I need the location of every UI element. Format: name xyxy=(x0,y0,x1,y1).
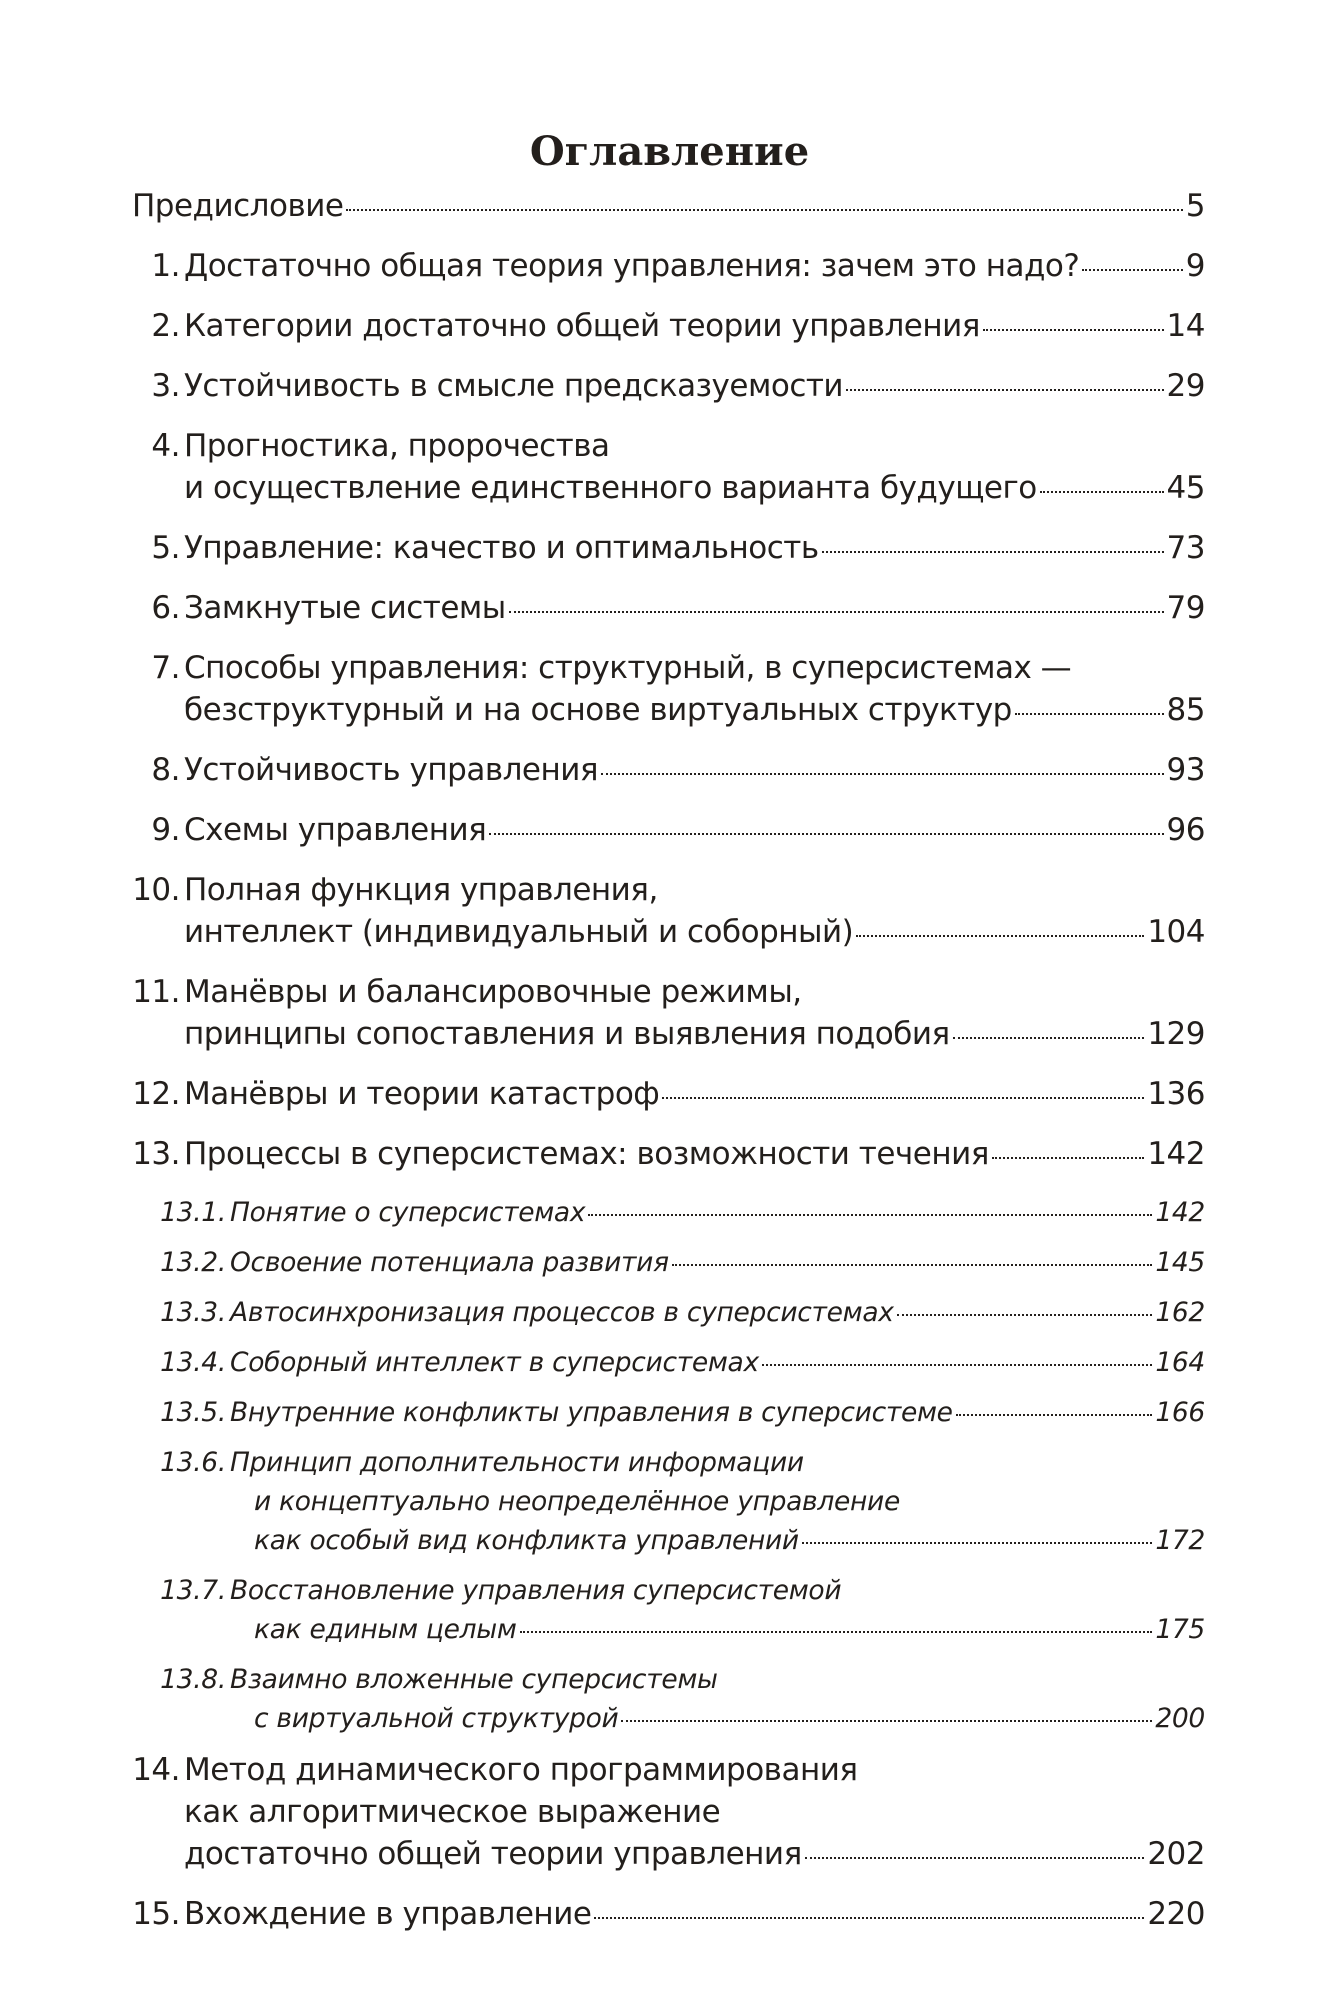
toc-entry-label: Предисловие xyxy=(132,188,344,224)
toc-entry[interactable] xyxy=(132,425,1205,527)
dot-leader xyxy=(762,1364,1152,1366)
toc-entry[interactable] xyxy=(132,305,1205,365)
toc-entry-number: 13.2. xyxy=(160,1247,226,1278)
toc-page-number: 29 xyxy=(1166,368,1205,404)
dot-leader xyxy=(601,773,1164,775)
toc-entry-label: как алгоритмическое выражение xyxy=(184,1794,721,1830)
toc-entry-label: Процессы в суперсистемах: возможности течения xyxy=(184,1136,989,1172)
dot-leader xyxy=(846,389,1163,391)
toc-entry-number: 14. xyxy=(132,1752,180,1788)
toc-entry-label: Управление: качество и оптимальность xyxy=(184,530,819,566)
toc-entry-label: Восстановление управления суперсистемой xyxy=(230,1575,842,1606)
toc-page-number: 9 xyxy=(1185,248,1205,284)
toc-page-number: 85 xyxy=(1166,692,1205,728)
toc-page-number: 136 xyxy=(1147,1076,1205,1112)
toc-page-number: 5 xyxy=(1185,188,1205,224)
toc-entry-number: 3. xyxy=(151,368,180,404)
toc-entry[interactable] xyxy=(132,1293,1205,1343)
toc-entry-label: Прогностика, пророчества xyxy=(184,428,610,464)
toc-line xyxy=(132,185,1205,227)
toc-line xyxy=(132,1013,1205,1055)
toc-entry-number: 13.4. xyxy=(160,1347,226,1378)
toc-entry-label: Полная функция управления, xyxy=(184,872,658,908)
dot-leader xyxy=(520,1631,1153,1633)
toc-entry-label: Принцип дополнительности информации xyxy=(230,1447,804,1478)
toc-entry-number: 12. xyxy=(132,1076,180,1112)
toc-entry[interactable] xyxy=(132,1660,1205,1749)
toc-entry[interactable] xyxy=(132,1073,1205,1133)
toc-page-number: 73 xyxy=(1166,530,1205,566)
dot-leader xyxy=(1040,491,1164,493)
toc-entry-label: принципы сопоставления и выявления подобия xyxy=(184,1016,950,1052)
dot-leader xyxy=(346,209,1182,211)
toc-line xyxy=(132,1749,1205,1791)
toc-entry[interactable] xyxy=(132,1571,1205,1660)
dot-leader xyxy=(509,611,1164,613)
toc-entry-label: Манёвры и балансировочные режимы, xyxy=(184,974,802,1010)
toc-entry[interactable] xyxy=(132,1133,1205,1193)
toc-entry-number: 13.6. xyxy=(160,1447,226,1478)
dot-leader xyxy=(489,833,1163,835)
toc-entry-label: с виртуальной структурой xyxy=(254,1703,619,1734)
toc-entry-label: Вхождение в управление xyxy=(184,1896,592,1932)
toc-entry-number: 8. xyxy=(151,752,180,788)
toc-entry[interactable] xyxy=(132,587,1205,647)
dot-leader xyxy=(956,1414,1153,1416)
dot-leader xyxy=(802,1542,1152,1544)
dot-leader xyxy=(805,1857,1145,1859)
toc-page-number: 142 xyxy=(1147,1136,1205,1172)
toc-line xyxy=(132,1699,1205,1738)
toc-entry-label: как особый вид конфликта управлений xyxy=(254,1525,799,1556)
toc-line xyxy=(132,1443,1205,1482)
toc-line xyxy=(132,1393,1205,1432)
toc-line xyxy=(132,1571,1205,1610)
dot-leader xyxy=(897,1314,1153,1316)
toc-line xyxy=(132,647,1205,689)
toc-line xyxy=(132,1893,1205,1935)
toc-entry[interactable] xyxy=(132,1443,1205,1571)
toc-line xyxy=(132,1791,1205,1833)
toc-entry[interactable] xyxy=(132,1393,1205,1443)
dot-leader xyxy=(588,1214,1152,1216)
toc-line xyxy=(132,527,1205,569)
toc-line xyxy=(132,1660,1205,1699)
toc-page-number: 145 xyxy=(1155,1247,1205,1278)
dot-leader xyxy=(856,935,1144,937)
toc-entry-number: 13.8. xyxy=(160,1664,226,1695)
toc-entry-number: 2. xyxy=(151,308,180,344)
toc-entry-number: 7. xyxy=(151,650,180,686)
toc-entry-number: 5. xyxy=(151,530,180,566)
toc-entry-number: 13.7. xyxy=(160,1575,226,1606)
toc-line xyxy=(132,869,1205,911)
toc-entry-label: и осуществление единственного варианта будущего xyxy=(184,470,1037,506)
dot-leader xyxy=(822,551,1164,553)
toc-entry-label: достаточно общей теории управления xyxy=(184,1836,802,1872)
toc-line xyxy=(132,365,1205,407)
toc-line xyxy=(132,587,1205,629)
toc-line xyxy=(132,971,1205,1013)
toc-page-number: 202 xyxy=(1147,1836,1205,1872)
dot-leader xyxy=(662,1097,1144,1099)
toc-line xyxy=(132,749,1205,791)
toc-line xyxy=(132,425,1205,467)
toc-page-number: 172 xyxy=(1155,1525,1205,1556)
toc-line xyxy=(132,1243,1205,1282)
toc-line xyxy=(132,1482,1205,1521)
toc-entry[interactable] xyxy=(132,809,1205,869)
toc-entry-label: Замкнутые системы xyxy=(184,590,506,626)
toc-entry-label: Устойчивость управления xyxy=(184,752,599,788)
dot-leader xyxy=(1015,713,1164,715)
dot-leader xyxy=(992,1157,1144,1159)
toc-main-list xyxy=(132,245,1205,1953)
toc-entry-number: 1. xyxy=(151,248,180,284)
toc-entry-label: Манёвры и теории катастроф xyxy=(184,1076,660,1112)
toc-entry-label: Внутренние конфликты управления в суперсистеме xyxy=(230,1397,953,1428)
toc-entry-label: Освоение потенциала развития xyxy=(230,1247,669,1278)
toc-entry-label: Понятие о суперсистемах xyxy=(230,1197,586,1228)
toc-page-number: 166 xyxy=(1155,1397,1205,1428)
toc-page-number: 93 xyxy=(1166,752,1205,788)
toc-line xyxy=(132,689,1205,731)
toc-entry[interactable] xyxy=(132,245,1205,305)
toc-entry-label: Взаимно вложенные суперсистемы xyxy=(230,1664,718,1695)
toc-entry-number: 13.5. xyxy=(160,1397,226,1428)
toc-entry[interactable] xyxy=(132,647,1205,749)
toc-entry-label: и концептуально неопределённое управление xyxy=(254,1486,900,1517)
toc-entry-number: 10. xyxy=(132,872,180,908)
toc-entry-label: Соборный интеллект в суперсистемах xyxy=(230,1347,759,1378)
dot-leader xyxy=(594,1917,1144,1919)
toc-page-number: 14 xyxy=(1166,308,1205,344)
dot-leader xyxy=(953,1037,1145,1039)
toc-line xyxy=(132,809,1205,851)
toc-entry[interactable] xyxy=(132,869,1205,971)
page-title: Оглавление xyxy=(529,128,810,175)
toc-page-number: 96 xyxy=(1166,812,1205,848)
toc-entry-label: как единым целым xyxy=(254,1614,517,1645)
toc-line xyxy=(132,1073,1205,1115)
toc-entry-number: 13.1. xyxy=(160,1197,226,1228)
table-of-contents xyxy=(132,185,1205,1953)
toc-line xyxy=(132,305,1205,347)
toc-page-number: 200 xyxy=(1155,1703,1205,1734)
toc-entry[interactable] xyxy=(132,971,1205,1073)
toc-line xyxy=(132,1521,1205,1560)
dot-leader xyxy=(621,1720,1152,1722)
toc-entry[interactable] xyxy=(132,1893,1205,1953)
toc-entry[interactable] xyxy=(132,749,1205,809)
toc-entry-label: безструктурный и на основе виртуальных структур xyxy=(184,692,1012,728)
toc-line xyxy=(132,1343,1205,1382)
toc-entry[interactable] xyxy=(132,1243,1205,1293)
toc-entry-preface[interactable] xyxy=(132,185,1205,245)
toc-line xyxy=(132,1610,1205,1649)
toc-entry[interactable] xyxy=(132,1749,1205,1893)
toc-entry-label: Схемы управления xyxy=(184,812,487,848)
toc-line xyxy=(132,1133,1205,1175)
toc-page-number: 45 xyxy=(1166,470,1205,506)
toc-line xyxy=(132,911,1205,953)
toc-page-number: 104 xyxy=(1147,914,1205,950)
toc-entry-number: 13.3. xyxy=(160,1297,226,1328)
toc-entry-label: интеллект (индивидуальный и соборный) xyxy=(184,914,854,950)
toc-entry-number: 13. xyxy=(132,1136,180,1172)
dot-leader xyxy=(983,329,1164,331)
dot-leader xyxy=(1082,269,1182,271)
toc-entry-number: 15. xyxy=(132,1896,180,1932)
toc-line xyxy=(132,467,1205,509)
toc-entry[interactable] xyxy=(132,1193,1205,1243)
toc-entry[interactable] xyxy=(132,527,1205,587)
toc-page-number: 175 xyxy=(1155,1614,1205,1645)
toc-line xyxy=(132,1833,1205,1875)
toc-line xyxy=(132,245,1205,287)
toc-entry-label: Устойчивость в смысле предсказуемости xyxy=(184,368,844,404)
toc-entry-label: Достаточно общая теория управления: зачем это надо? xyxy=(184,248,1080,284)
toc-page-number: 79 xyxy=(1166,590,1205,626)
toc-page-number: 142 xyxy=(1155,1197,1205,1228)
toc-entry-number: 9. xyxy=(151,812,180,848)
toc-entry-number: 6. xyxy=(151,590,180,626)
toc-page-number: 164 xyxy=(1155,1347,1205,1378)
toc-entry-number: 11. xyxy=(132,974,180,1010)
toc-entry[interactable] xyxy=(132,365,1205,425)
toc-page-number: 162 xyxy=(1155,1297,1205,1328)
toc-line xyxy=(132,1293,1205,1332)
toc-entry-label: Способы управления: структурный, в суперсистемах — xyxy=(184,650,1072,686)
toc-entry-label: Категории достаточно общей теории управления xyxy=(184,308,980,344)
toc-entry-label: Метод динамического программирования xyxy=(184,1752,858,1788)
toc-entry-label: Автосинхронизация процессов в суперсистемах xyxy=(230,1297,894,1328)
toc-page-number: 129 xyxy=(1147,1016,1205,1052)
toc-page-number: 220 xyxy=(1147,1896,1205,1932)
dot-leader xyxy=(672,1264,1153,1266)
toc-line xyxy=(132,1193,1205,1232)
toc-entry[interactable] xyxy=(132,1343,1205,1393)
toc-entry-number: 4. xyxy=(151,428,180,464)
